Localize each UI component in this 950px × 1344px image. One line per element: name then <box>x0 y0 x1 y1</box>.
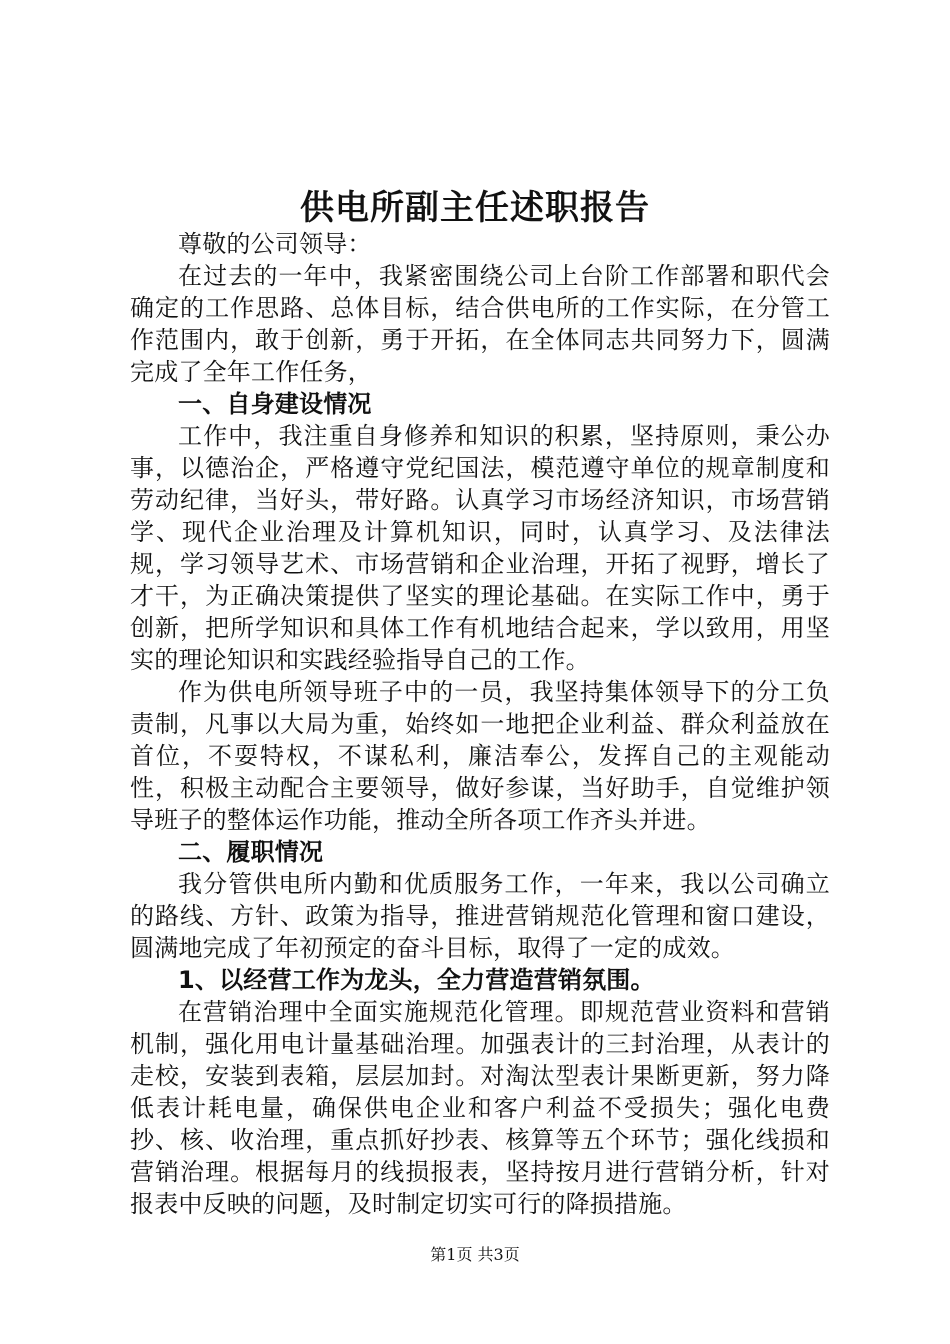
intro-paragraph: 在过去的一年中，我紧密围绕公司上台阶工作部署和职代会确定的工作思路、总体目标，结合供电所的工作实际，在分管工作范围内，敢于创新，勇于开拓，在全体同志共同努力下，圆满完成了全年工作任务， <box>130 262 830 386</box>
section-heading-duties: 二、履职情况 <box>178 838 324 866</box>
salutation: 尊敬的公司领导： <box>178 230 372 258</box>
page-footer: 第1页 共3页 <box>430 1245 520 1264</box>
section-heading-self-development: 一、自身建设情况 <box>178 390 372 418</box>
paragraph: 在营销治理中全面实施规范化管理。即规范营业资料和营销机制，强化用电计量基础治理。加强表计的三封治理，从表计的走校，安装到表箱，层层加封。对淘汰型表计果断更新，努力降低表计耗电量，确保供电企业和客户利益不受损失；强化电费抄、核、收治理，重点抓好抄表、核算等五个环节；强化线损和营销治理。根据每月的线损报表，坚持按月进行营销分析，针对报表中反映的问题，及时制定切实可行的降损措施。 <box>130 998 830 1218</box>
subsection-heading-operations: 1、以经营工作为龙头，全力营造营销氛围。 <box>178 966 655 994</box>
paragraph: 工作中，我注重自身修养和知识的积累，坚持原则，秉公办事，以德治企，严格遵守党纪国法，模范遵守单位的规章制度和劳动纪律，当好头，带好路。认真学习市场经济知识，市场营销学、现代企业治理及计算机知识，同时，认真学习、及法律法规，学习领导艺术、市场营销和企业治理，开拓了视野，增长了才干，为正确决策提供了坚实的理论基础。在实际工作中，勇于创新，把所学知识和具体工作有机地结合起来，学以致用，用坚实的理论知识和实践经验指导自己的工作。 <box>130 422 830 674</box>
document-body <box>130 228 830 1220</box>
document-title: 供电所副主任述职报告 <box>300 188 650 228</box>
paragraph: 我分管供电所内勤和优质服务工作，一年来，我以公司确立的路线、方针、政策为指导，推进营销规范化管理和窗口建设，圆满地完成了年初预定的奋斗目标，取得了一定的成效。 <box>130 870 830 962</box>
paragraph: 作为供电所领导班子中的一员，我坚持集体领导下的分工负责制，凡事以大局为重，始终如一地把企业利益、群众利益放在首位，不耍特权，不谋私利，廉洁奉公，发挥自己的主观能动性，积极主动配合主要领导，做好参谋，当好助手，自觉维护领导班子的整体运作功能，推动全所各项工作齐头并进。 <box>130 678 830 834</box>
